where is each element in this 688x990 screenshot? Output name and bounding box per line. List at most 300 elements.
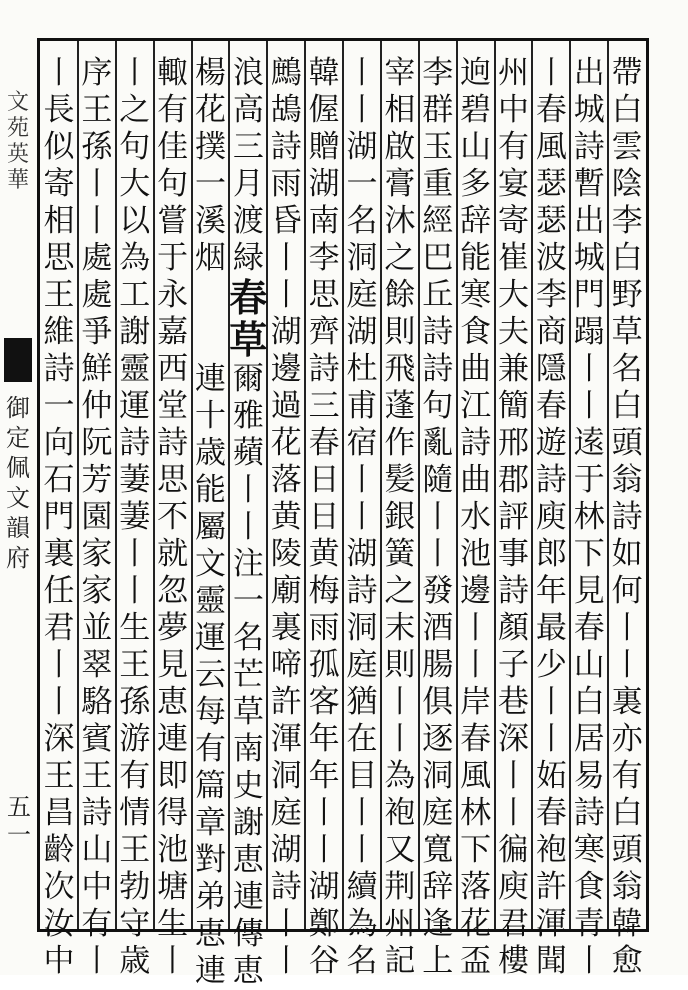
text-char: 沐 [384, 203, 416, 239]
text-char: 寒 [573, 832, 605, 868]
text-char: 汝 [43, 906, 75, 942]
text-char: 偓 [308, 92, 340, 128]
text-char: 宰 [384, 55, 416, 91]
text-char: 評 [497, 499, 529, 535]
text-char: 王 [81, 92, 113, 128]
note-char: 名 [232, 620, 264, 656]
text-char: 向 [43, 425, 75, 461]
text-char: 有 [157, 92, 189, 128]
text-char: 李 [611, 203, 643, 239]
note-char: 有 [194, 731, 226, 767]
text-char: 寄 [497, 203, 529, 239]
text-char: 水 [460, 499, 492, 535]
text-char: 啟 [384, 129, 416, 165]
text-char: 亦 [611, 721, 643, 757]
text-char: 丨 [573, 388, 605, 424]
text-char: 少 [535, 647, 567, 683]
text-char: 子 [497, 647, 529, 683]
text-char: 丨 [81, 943, 113, 979]
text-char: 黄 [308, 536, 340, 572]
text-char: 一 [194, 166, 226, 202]
text-char: 裏 [270, 610, 302, 646]
note-char: 文 [194, 546, 226, 582]
text-char: 思 [43, 240, 75, 276]
text-char: 楊 [194, 55, 226, 91]
text-char: 如 [611, 536, 643, 572]
note-char: 蘋 [232, 435, 264, 471]
text-char: 之 [384, 573, 416, 609]
entry-heading [226, 277, 270, 361]
text-char: 裏 [611, 684, 643, 720]
text-char: 西 [157, 351, 189, 387]
text-char: 靈 [119, 351, 151, 387]
text-char: 出 [573, 55, 605, 91]
text-char: 李 [422, 55, 454, 91]
text-char: 思 [157, 462, 189, 498]
text-char: 塘 [157, 869, 189, 905]
text-char: 洞 [346, 610, 378, 646]
text-char: 食 [460, 314, 492, 350]
text-char: 鮮 [81, 351, 113, 387]
text-char: 撲 [194, 129, 226, 165]
text-char: 丨 [611, 647, 643, 683]
text-char: 有 [497, 129, 529, 165]
text-char: 長 [43, 92, 75, 128]
text-char: 丨 [43, 647, 75, 683]
text-char: 則 [384, 647, 416, 683]
text-char: 孫 [119, 684, 151, 720]
text-column-14 [113, 55, 157, 980]
text-char: 荆 [384, 869, 416, 905]
note-char: 連 [194, 953, 226, 989]
text-char: 家 [81, 573, 113, 609]
text-char: 年 [308, 758, 340, 794]
text-char: 丨 [43, 55, 75, 91]
note-char: 恵 [232, 953, 264, 989]
text-char: 續 [346, 869, 378, 905]
text-char: 裏 [43, 536, 75, 572]
margin-char: 苑 [6, 116, 29, 141]
text-column-16 [37, 55, 81, 980]
text-char: 謝 [119, 314, 151, 350]
text-char: 大 [119, 166, 151, 202]
text-char: 三 [308, 388, 340, 424]
text-char: 序 [81, 55, 113, 91]
text-char: 丨 [535, 55, 567, 91]
text-char: 丨 [422, 536, 454, 572]
text-char: 一 [346, 166, 378, 202]
text-char: 宿 [346, 425, 378, 461]
text-char: 丨 [384, 721, 416, 757]
text-char: 群 [422, 92, 454, 128]
text-column-15 [75, 55, 119, 980]
text-char: 次 [43, 869, 75, 905]
text-char: 詩 [308, 351, 340, 387]
text-char: 高 [232, 92, 264, 128]
text-char: 芳 [81, 462, 113, 498]
text-column-11 [226, 55, 270, 990]
text-char: 最 [535, 610, 567, 646]
text-char: 湖 [270, 832, 302, 868]
text-column-12 [188, 55, 232, 990]
text-char: 于 [157, 240, 189, 276]
note-char: 每 [194, 694, 226, 730]
text-char: 許 [270, 684, 302, 720]
text-char: 為 [119, 240, 151, 276]
note-char: 章 [194, 805, 226, 841]
text-char: 南 [308, 203, 340, 239]
note-char: 靈 [194, 583, 226, 619]
text-char: 李 [308, 240, 340, 276]
text-char: 贈 [308, 129, 340, 165]
text-char: 居 [573, 721, 605, 757]
text-char: 鄭 [308, 906, 340, 942]
text-char: 寬 [422, 832, 454, 868]
note-char: 雅 [232, 398, 264, 434]
text-char: 愈 [611, 943, 643, 979]
text-char: 洞 [270, 758, 302, 794]
text-char: 巴 [422, 240, 454, 276]
text-char: 夫 [497, 314, 529, 350]
text-char: 樓 [497, 943, 529, 979]
note-char: 連 [194, 361, 226, 397]
text-char: 聞 [535, 943, 567, 979]
text-char: 萋 [119, 499, 151, 535]
text-char: 辞 [460, 203, 492, 239]
text-char: 生 [119, 610, 151, 646]
text-char: 風 [535, 129, 567, 165]
text-char: 多 [460, 166, 492, 202]
text-char: 記 [384, 943, 416, 979]
margin-top-text [2, 90, 34, 194]
text-char: 園 [81, 499, 113, 535]
note-char: 運 [194, 620, 226, 656]
margin-char: 華 [6, 168, 29, 193]
note-char: 傳 [232, 916, 264, 952]
note-char: 歳 [194, 435, 226, 471]
text-char: 丨 [119, 55, 151, 91]
text-char: 不 [157, 499, 189, 535]
text-char: 渡 [232, 203, 264, 239]
text-char: 連 [157, 721, 189, 757]
text-char: 似 [43, 129, 75, 165]
text-char: 並 [81, 610, 113, 646]
text-char: 庭 [346, 647, 378, 683]
note-char: 丨 [232, 509, 264, 545]
text-char: 年 [308, 721, 340, 757]
text-char: 許 [535, 869, 567, 905]
text-char: 維 [43, 314, 75, 350]
text-column-13 [151, 55, 195, 980]
note-char: 爾 [232, 361, 264, 397]
text-char: 王 [81, 758, 113, 794]
text-char: 亂 [422, 425, 454, 461]
text-char: 崔 [497, 240, 529, 276]
text-char: 池 [157, 832, 189, 868]
text-char: 丨 [119, 573, 151, 609]
margin-char: 文 [6, 90, 29, 115]
text-char: 翁 [611, 869, 643, 905]
text-char: 落 [270, 462, 302, 498]
text-char: 為 [346, 906, 378, 942]
heading-char: 草 [229, 317, 268, 362]
text-char: 丨 [81, 166, 113, 202]
text-char: 曲 [460, 351, 492, 387]
text-char: 白 [611, 92, 643, 128]
text-char: 又 [384, 832, 416, 868]
text-char: 蓬 [384, 388, 416, 424]
text-char: 雨 [270, 166, 302, 202]
text-char: 春 [460, 721, 492, 757]
text-char: 丨 [346, 92, 378, 128]
text-char: 銀 [384, 499, 416, 535]
text-char: 宴 [497, 166, 529, 202]
text-char: 春 [535, 795, 567, 831]
text-char: 恵 [157, 684, 189, 720]
text-char: 山 [460, 129, 492, 165]
text-char: 廟 [270, 573, 302, 609]
text-char: 猶 [346, 684, 378, 720]
text-char: 勃 [119, 869, 151, 905]
text-char: 見 [573, 573, 605, 609]
text-char: 易 [573, 758, 605, 794]
text-char: 深 [43, 721, 75, 757]
text-char: 翁 [611, 462, 643, 498]
text-char: 孤 [308, 647, 340, 683]
text-char: 丨 [346, 462, 378, 498]
text-char: 渾 [535, 906, 567, 942]
text-char: 詩 [573, 795, 605, 831]
text-char: 餘 [384, 277, 416, 313]
book-title-char: 佩 [6, 454, 30, 482]
text-char: 三 [232, 129, 264, 165]
text-char: 詩 [422, 351, 454, 387]
text-char: 春 [535, 92, 567, 128]
text-char: 游 [119, 721, 151, 757]
text-char: 林 [573, 499, 605, 535]
text-char: 在 [346, 721, 378, 757]
note-char: 能 [194, 472, 226, 508]
text-char: 辞 [422, 869, 454, 905]
text-char: 經 [422, 203, 454, 239]
text-char: 逈 [460, 55, 492, 91]
text-char: 運 [119, 388, 151, 424]
text-char: 丨 [157, 943, 189, 979]
note-char: 連 [232, 879, 264, 915]
text-char: 曲 [460, 462, 492, 498]
text-char: 梅 [308, 573, 340, 609]
text-char: 丨 [81, 203, 113, 239]
text-char: 月 [232, 166, 264, 202]
text-char: 能 [460, 240, 492, 276]
text-char: 山 [81, 832, 113, 868]
text-char: 目 [346, 758, 378, 794]
text-char: 就 [157, 536, 189, 572]
text-char: 發 [422, 573, 454, 609]
text-char: 永 [157, 277, 189, 313]
text-column-6 [416, 55, 460, 980]
text-char: 俱 [422, 684, 454, 720]
text-char: 日 [308, 462, 340, 498]
note-char: 恵 [194, 916, 226, 952]
text-char: 即 [157, 758, 189, 794]
text-char: 春 [308, 425, 340, 461]
note-char: 南 [232, 731, 264, 767]
text-char: 郎 [535, 536, 567, 572]
text-char: 丨 [346, 55, 378, 91]
text-char: 白 [611, 795, 643, 831]
text-char: 駱 [81, 684, 113, 720]
note-char: 屬 [194, 509, 226, 545]
text-char: 頭 [611, 832, 643, 868]
book-title-char: 韻 [6, 514, 30, 542]
text-column-4 [491, 55, 535, 980]
text-char: 遊 [535, 425, 567, 461]
text-char: 中 [81, 869, 113, 905]
text-char: 韓 [308, 55, 340, 91]
text-char: 相 [43, 203, 75, 239]
text-char: 湖 [308, 869, 340, 905]
text-char: 一 [43, 388, 75, 424]
text-char: 門 [573, 277, 605, 313]
text-char: 洞 [346, 240, 378, 276]
text-char: 詩 [157, 425, 189, 461]
text-char: 城 [573, 240, 605, 276]
text-column-10 [264, 55, 308, 980]
text-char: 生 [157, 906, 189, 942]
heading-char: 春 [229, 275, 268, 320]
text-char: 江 [460, 388, 492, 424]
text-char: 白 [573, 684, 605, 720]
text-char: 庾 [535, 499, 567, 535]
text-char: 夢 [157, 610, 189, 646]
book-title-char: 文 [6, 484, 30, 512]
text-char: 則 [384, 314, 416, 350]
text-char: 丨 [497, 795, 529, 831]
margin-char: 英 [6, 142, 29, 167]
note-char: 篇 [194, 768, 226, 804]
text-char: 花 [194, 92, 226, 128]
text-char: 之 [119, 92, 151, 128]
text-char: 袍 [535, 832, 567, 868]
text-char: 簡 [497, 388, 529, 424]
text-char: 賓 [81, 721, 113, 757]
text-char: 雨 [308, 610, 340, 646]
text-char: 邊 [270, 351, 302, 387]
text-char: 嘉 [157, 314, 189, 350]
text-char: 甫 [346, 388, 378, 424]
text-char: 為 [384, 758, 416, 794]
text-char: 輙 [157, 55, 189, 91]
text-char: 情 [119, 795, 151, 831]
text-char: 山 [573, 647, 605, 683]
text-char: 深 [497, 721, 529, 757]
text-char: 處 [81, 277, 113, 313]
text-char: 湖 [346, 536, 378, 572]
text-char: 溪 [194, 203, 226, 239]
note-char: 芒 [232, 657, 264, 693]
text-char: 有 [81, 906, 113, 942]
text-char: 寄 [43, 166, 75, 202]
text-char: 過 [270, 388, 302, 424]
book-title-char: 定 [6, 424, 30, 452]
page-margin [0, 38, 37, 932]
note-char: 十 [194, 398, 226, 434]
text-char: 詩 [119, 425, 151, 461]
text-char: 丨 [308, 795, 340, 831]
text-char: 郡 [497, 462, 529, 498]
text-char: 昏 [270, 203, 302, 239]
text-column-7 [378, 55, 422, 980]
text-char: 逺 [573, 425, 605, 461]
text-char: 孫 [81, 129, 113, 165]
text-char: 阮 [81, 425, 113, 461]
text-char: 丨 [119, 536, 151, 572]
text-char: 落 [460, 869, 492, 905]
text-char: 歳 [119, 943, 151, 979]
text-char: 巷 [497, 684, 529, 720]
text-char: 詩 [81, 795, 113, 831]
book-title-char: 御 [6, 394, 30, 422]
text-char: 丨 [535, 684, 567, 720]
text-char: 丨 [611, 610, 643, 646]
text-char: 詩 [270, 869, 302, 905]
text-char: 寒 [460, 277, 492, 313]
text-char: 丨 [573, 943, 605, 979]
text-char: 飛 [384, 351, 416, 387]
text-char: 李 [535, 277, 567, 313]
text-char: 詩 [422, 314, 454, 350]
text-char: 暫 [573, 166, 605, 202]
text-char: 湖 [270, 314, 302, 350]
text-char: 丨 [460, 610, 492, 646]
text-char: 丨 [346, 499, 378, 535]
text-char: 詩 [43, 351, 75, 387]
text-char: 丨 [535, 721, 567, 757]
text-char: 丨 [270, 906, 302, 942]
text-char: 事 [497, 536, 529, 572]
text-char: 雲 [611, 129, 643, 165]
text-char: 陵 [270, 536, 302, 572]
text-char: 名 [346, 943, 378, 979]
text-char: 春 [573, 610, 605, 646]
text-char: 陰 [611, 166, 643, 202]
text-char: 王 [119, 647, 151, 683]
text-char: 名 [346, 203, 378, 239]
text-char: 隱 [535, 351, 567, 387]
text-char: 得 [157, 795, 189, 831]
text-char: 丨 [308, 832, 340, 868]
text-char: 瑟 [535, 203, 567, 239]
text-char: 丨 [573, 351, 605, 387]
text-char: 丨 [270, 240, 302, 276]
text-char: 妬 [535, 758, 567, 794]
text-char: 岸 [460, 684, 492, 720]
text-char: 下 [573, 536, 605, 572]
text-char: 詩 [573, 129, 605, 165]
text-frame [37, 38, 649, 989]
text-char: 有 [611, 758, 643, 794]
note-char: 丨 [232, 472, 264, 508]
text-char: 商 [535, 314, 567, 350]
text-char: 丨 [422, 499, 454, 535]
text-char: 丨 [270, 277, 302, 313]
text-char: 詩 [270, 129, 302, 165]
text-char: 處 [81, 240, 113, 276]
text-char: 以 [119, 203, 151, 239]
text-char: 丨 [384, 684, 416, 720]
text-char: 庭 [422, 795, 454, 831]
